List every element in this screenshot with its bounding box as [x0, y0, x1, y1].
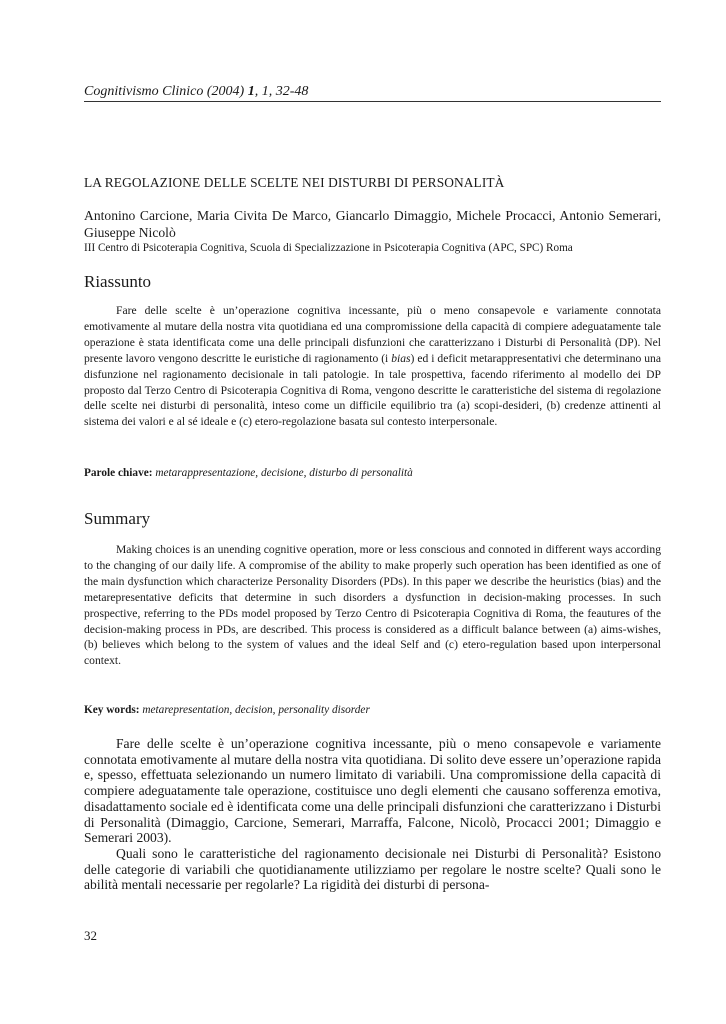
author-list: Antonino Carcione, Maria Civita De Marco, Giancarlo Dimaggio, Michele Procacci, Antonio Semerari, Giuseppe Nicolò	[84, 208, 661, 240]
issue-pages: , 1, 32-48	[254, 84, 309, 99]
riassunto-text	[84, 303, 661, 430]
journal-name: Cognitivismo Clinico (2004)	[84, 84, 248, 99]
riassunto-bias-term: bias	[391, 351, 411, 365]
volume-number: 1	[247, 84, 255, 99]
riassunto-keywords-label: Parole chiave:	[84, 467, 153, 479]
article-title: LA REGOLAZIONE DELLE SCELTE NEI DISTURBI DI PERSONALITÀ	[84, 175, 505, 190]
page-number: 32	[84, 928, 97, 943]
summary-heading: Summary	[84, 509, 151, 528]
riassunto-keywords-value: metarappresentazione, decisione, disturbo di personalità	[152, 467, 413, 479]
body-paragraph-1-text: Fare delle scelte è un’operazione cognitiva incessante, più o meno consapevole e variamente connotata emotivamente al mutare della nostra vita quotidiana. Di solito deve essere un’operazione rapida e, spesso, effettuata selezionando un numero limitato di variabili. Una compromissione della capacità di compiere adeguatamente tale operazione, costituisce uno degli elementi che causano sofferenza emotiva, disadattamento sociale ed è identificata come una delle principali disfunzioni che caratterizzano i Disturbi di Personalità (Dimaggio, Carcione, Semerari, Marraffa, Falcone, Nicolò, Procacci 2001; Dimaggio e Semerari 2003).	[84, 736, 661, 846]
riassunto-heading: Riassunto	[84, 272, 152, 291]
body-paragraph-1	[84, 736, 661, 846]
summary-keywords-label: Key words:	[84, 704, 140, 716]
summary-text	[84, 542, 661, 669]
riassunto-keywords	[84, 467, 661, 479]
main-body	[84, 736, 661, 893]
affiliation: III Centro di Psicoterapia Cognitiva, Scuola di Specializzazione in Psicoterapia Cognitiva (APC, SPC) Roma	[84, 242, 573, 254]
body-paragraph-2	[84, 846, 661, 893]
running-head	[84, 84, 661, 102]
summary-text-body: Making choices is an unending cognitive operation, more or less conscious and connoted in different ways according to the changing of our daily life. A compromise of the ability to make properly such operation has been identified as one of the main dysfunction which characterize Personality Disorders (PDs). In this paper we describe the heuristics (bias) and the metarepresentative deficits that determine in such disorders a dysfunction in decision-making processes. In such prospective, referring to the PDs model proposed by Terzo Centro di Psicoterapia Cognitiva di Roma, the feautures of the decision-making process in PDs, are described. This process is considered as a difficult balance between (a) aims-wishes, (b) believes which belong to the system of values and the ideal Self and (c) etero-regulation based upon interpersonal context.	[84, 543, 661, 668]
riassunto-text-part-2: ) ed i deficit metarappresentativi che determinano una disfunzione nel ragionamento decisionale in tali patologie. In tale prospettiva, facendo riferimento al modello dei DP proposto dal Terzo Centro di Psicoterapia Cognitiva di Roma, vengono descritte le caratteristiche del sistema di regolazione delle scelte nei disturbi di personalità, inteso come un difficile equilibrio tra (a) scopi-desideri, (b) credenze attinenti al sistema dei valori e al sé ideale e (c) etero-regolazione basata sul contesto interpersonale.	[84, 351, 661, 429]
summary-keywords-value: metarepresentation, decision, personality disorder	[139, 704, 370, 716]
body-paragraph-2-text: Quali sono le caratteristiche del ragionamento decisionale nei Disturbi di Personalità? Esistono delle categorie di variabili che quotidianamente utilizziamo per regolare le nostre scelte? Quali sono le abilità mentali necessarie per regolarle? La rigidità dei disturbi di persona-	[84, 845, 661, 893]
riassunto-text-part-1: Fare delle scelte è un’operazione cognitiva incessante, più o meno consapevole e variamente connotata emotivamente al mutare della nostra vita quotidiana ed una compromissione della capacità di compiere adeguatamente tale operazione è stata identificata come una delle principali disfunzioni che caratterizzano i Disturbi di Personalità (DP). Nel presente lavoro vengono descritte le euristiche di ragionamento (i	[84, 304, 661, 365]
summary-keywords	[84, 704, 661, 716]
